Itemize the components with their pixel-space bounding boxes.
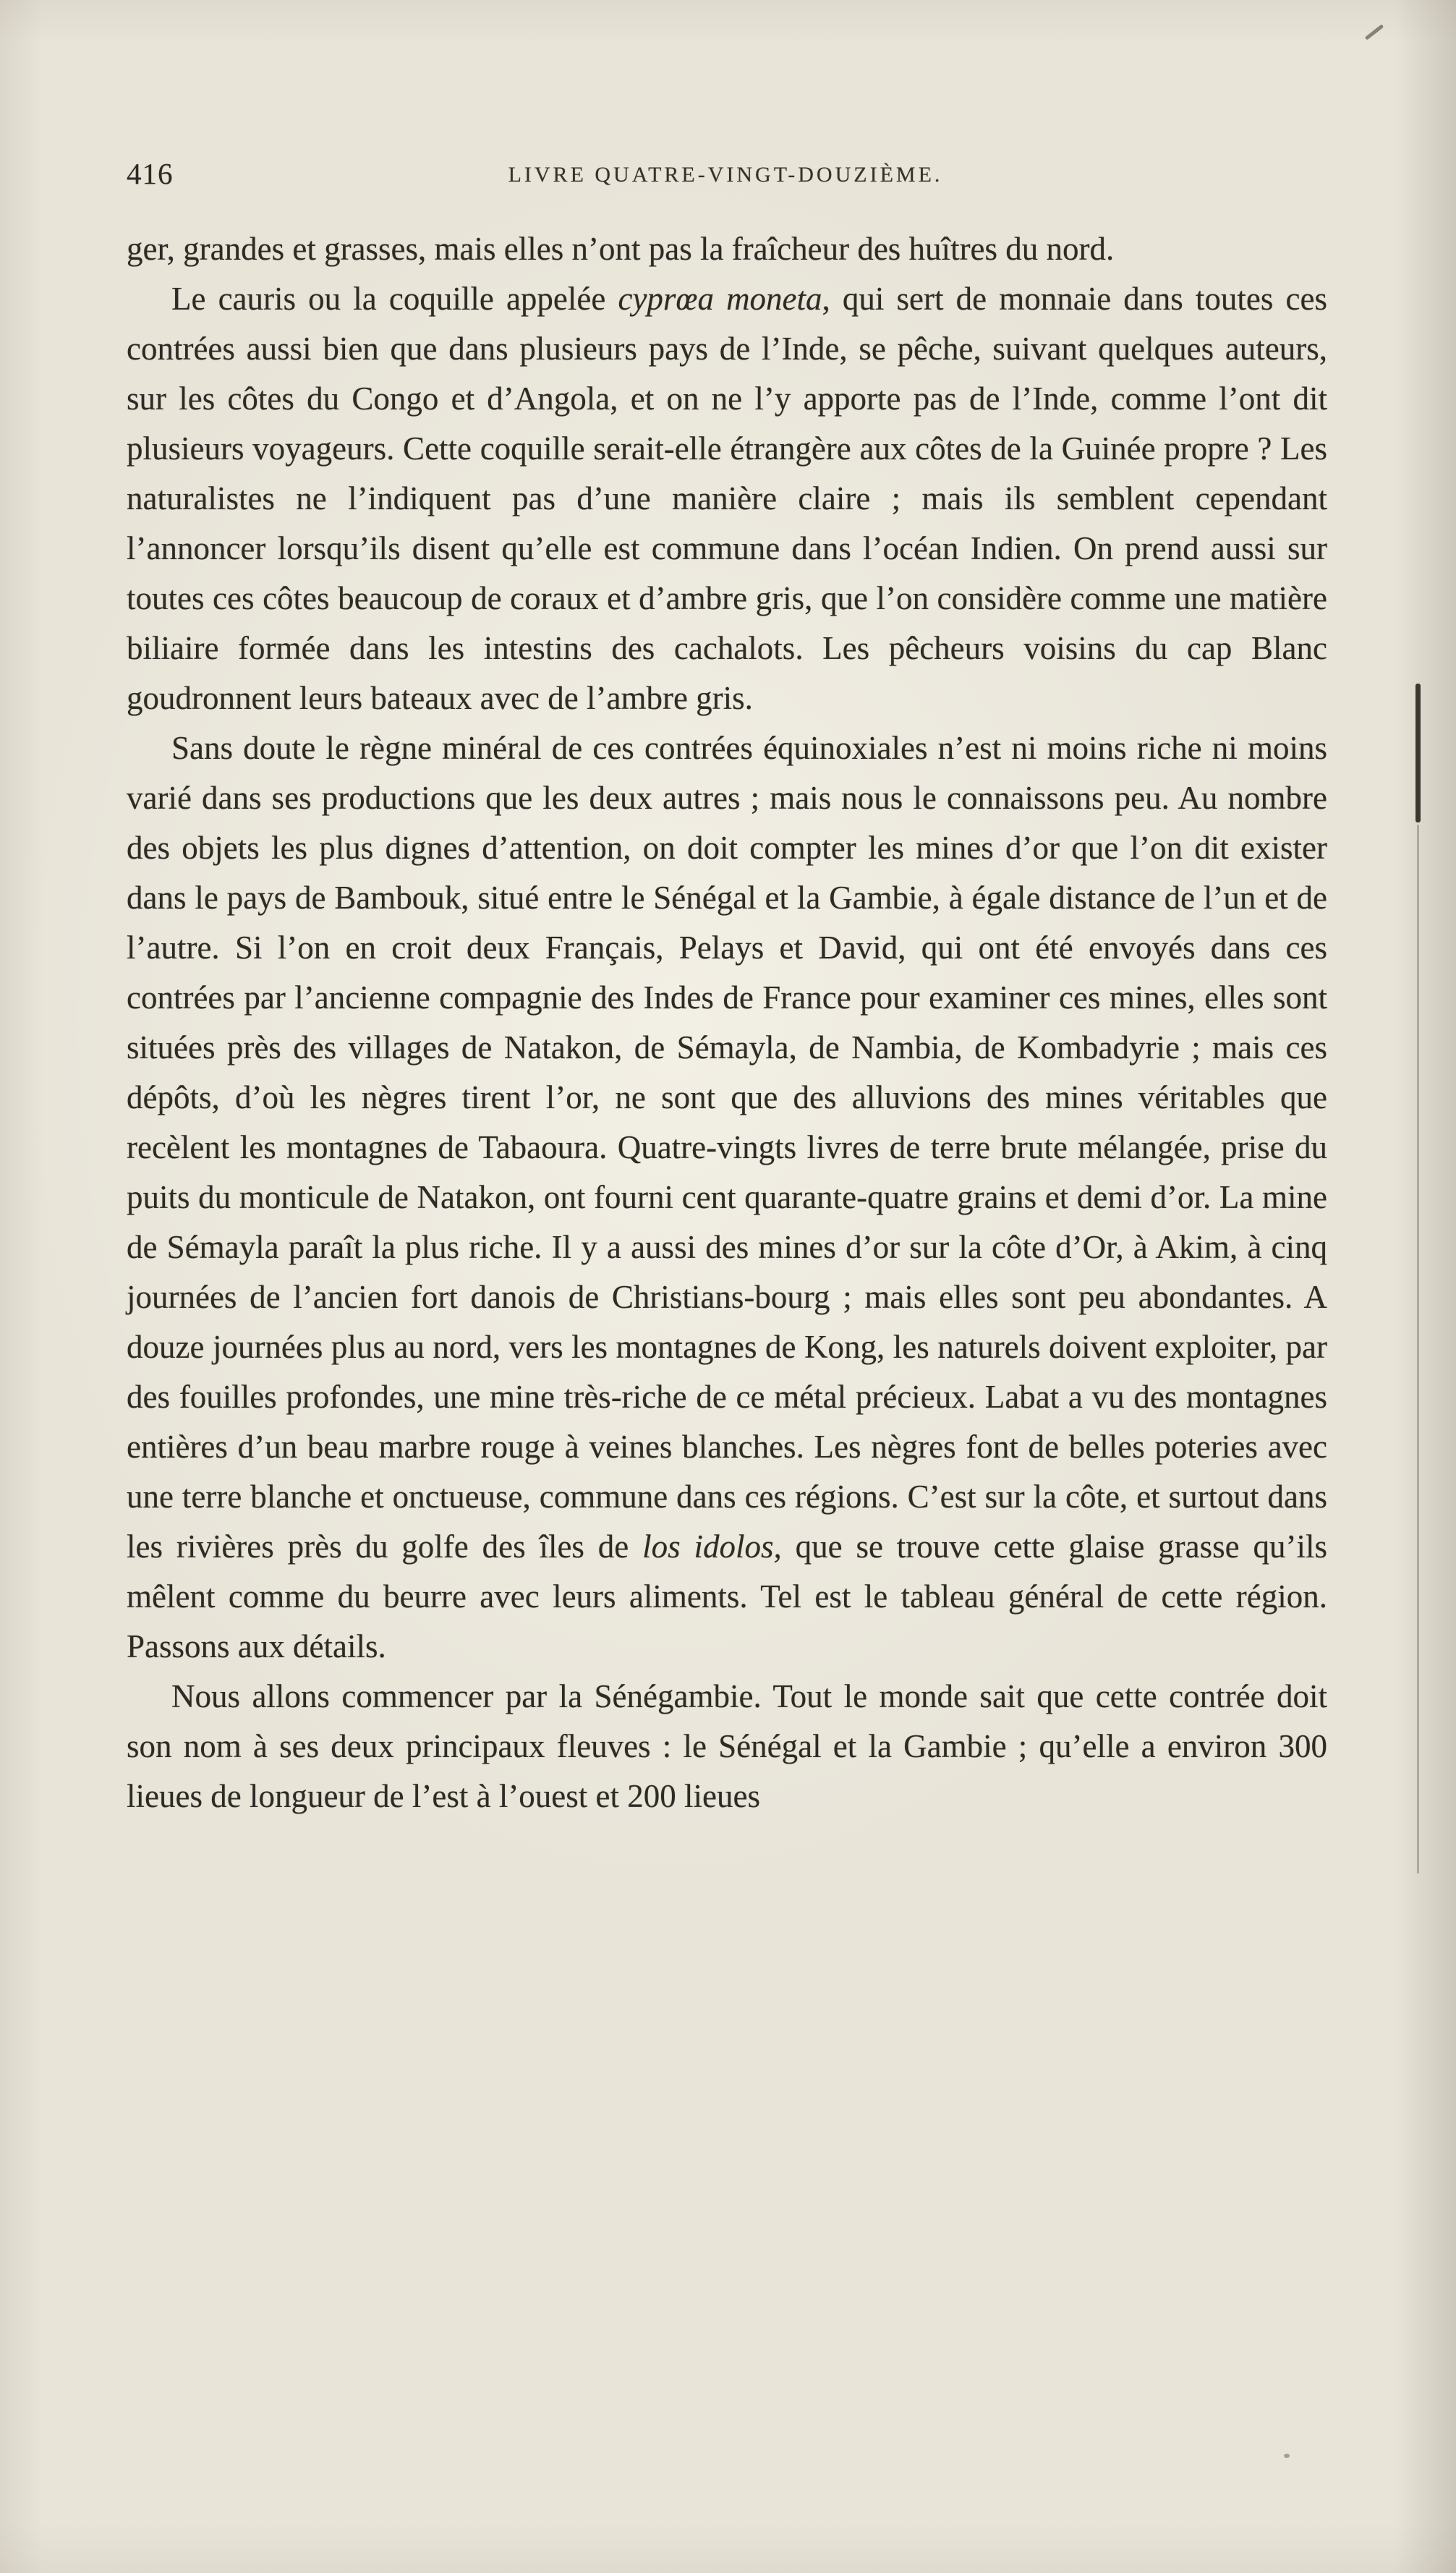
scan-artifact-gutter-line: [1415, 684, 1421, 822]
paragraph: [127, 224, 1327, 274]
text-run: ger, grandes et grasses, mais elles n’ont pas la fraîcheur des huîtres du nord.: [127, 231, 1115, 267]
italic-text-run: cyprœa moneta: [618, 281, 822, 317]
text-run: Sans doute le règne minéral de ces contrées équinoxiales n’est ni moins riche ni moins varié dans ses productions que les deux autres ; mais nous le connaissons peu. Au nombre des objets les plus dignes d’attention, on doit compter les mines d’or que l’on dit exister dans le pays de Bambouk, situé entre le Sénégal et la Gambie, à égale distance de l’un et de l’autre. Si l’on en croit deux Français, Pelays et David, qui ont été envoyés dans ces contrées par l’ancienne compagnie des Indes de France pour examiner ces mines, elles sont situées près des villages de Natakon, de Sémayla, de Nambia, de Kombadyrie ; mais ces dépôts, d’où les nègres tirent l’or, ne sont que des alluvions des mines véritables que recèlent les montagnes de Tabaoura. Quatre-vingts livres de terre brute mélangée, prise du puits du monticule de Natakon, ont fourni cent quarante-quatre grains et demi d’or. La mine de Sémayla paraît la plus riche. Il y a aussi des mines d’or sur la côte d’Or, à Akim, à cinq journées de l’ancien fort danois de Christians-bourg ; mais elles sont peu abondantes. A douze journées plus au nord, vers les montagnes de Kong, les naturels doivent exploiter, par des fouilles profondes, une mine très-riche de ce métal précieux. Labat a vu des montagnes entières d’un beau marbre rouge à veines blanches. Les nègres font de belles poteries avec une terre blanche et onctueuse, commune dans ces régions. C’est sur la côte, et surtout dans les rivières près du golfe des îles de: [127, 730, 1327, 1565]
text-run: , qui sert de monnaie dans toutes ces contrées aussi bien que dans plusieurs pays de l’Inde, se pêche, suivant quelques auteurs, sur les côtes du Congo et d’Angola, et on ne l’y apporte pas de l’Inde, comme l’ont dit plusieurs voyageurs. Cette coquille serait-elle étrangère aux côtes de la Guinée propre ? Les naturalistes ne l’indiquent pas d’une manière claire ; mais ils semblent cependant l’annoncer lorsqu’ils disent qu’elle est commune dans l’océan Indien. On prend aussi sur toutes ces côtes beaucoup de coraux et d’ambre gris, que l’on considère comme une matière biliaire formée dans les intestins des cachalots. Les pêcheurs voisins du cap Blanc goudronnent leurs bateaux avec de l’ambre gris.: [127, 281, 1327, 716]
italic-text-run: los idolos,: [642, 1528, 782, 1565]
text-run: que se trouve cette glaise grasse qu’ils mêlent comme du beurre avec leurs aliments. Tel est le tableau général de cette région. Passons aux détails.: [127, 1528, 1327, 1664]
text-block: [127, 224, 1327, 1821]
page-number: 416: [127, 157, 174, 190]
running-title: LIVRE QUATRE-VINGT-DOUZIÈME.: [508, 163, 943, 187]
paragraph: [127, 1672, 1327, 1821]
scan-artifact-gutter-line-faint: [1417, 825, 1419, 1874]
text-run: Nous allons commencer par la Sénégambie. Tout le monde sait que cette contrée doit son nom à ses deux principaux fleuves : le Sénégal et la Gambie ; qu’elle a environ 300 lieues de longueur de l’est à l’ouest et 200 lieues: [127, 1678, 1327, 1814]
scan-artifact-speck: [1284, 2454, 1290, 2458]
paragraph: [127, 723, 1327, 1672]
text-run: Le cauris ou la coquille appelée: [171, 281, 618, 317]
scan-artifact-corner-mark: [1365, 24, 1384, 40]
running-head: [127, 156, 1324, 197]
paragraph: [127, 274, 1327, 723]
